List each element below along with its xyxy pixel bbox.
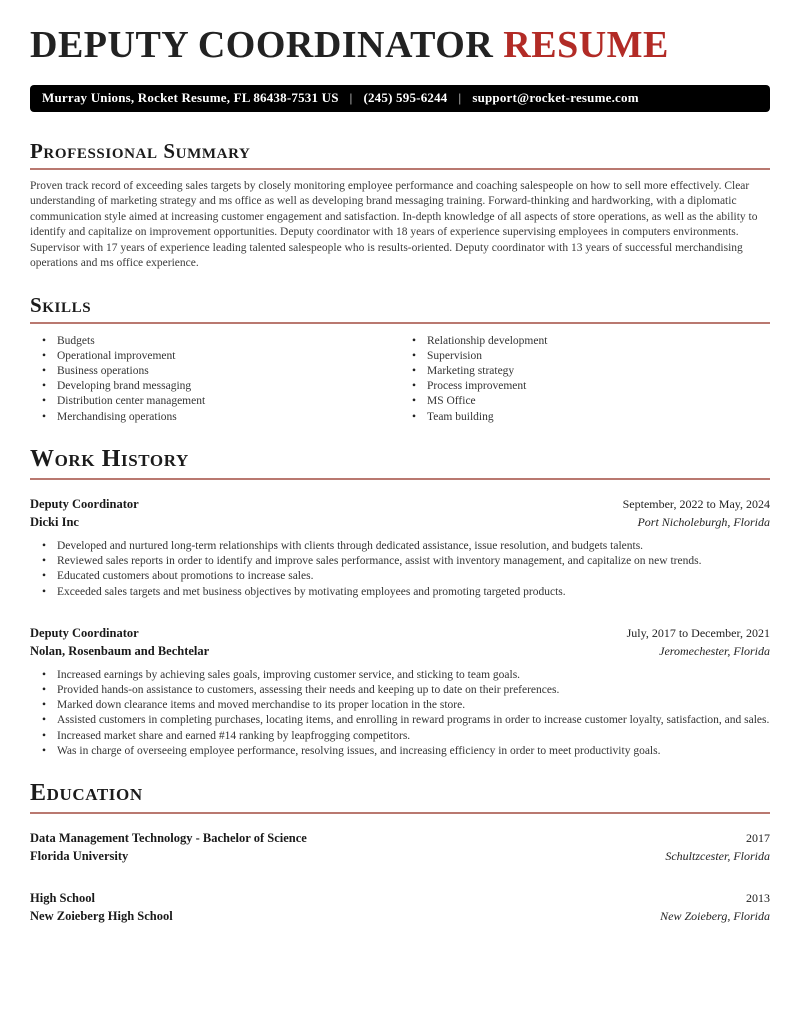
job-entry [30,495,770,600]
education-degree: High School [30,891,95,906]
skill-item: • MS Office [412,394,770,409]
job-company-row [30,513,770,531]
skill-item: • Merchandising operations [42,410,400,425]
job-bullet: • Marked down clearance items and moved merchandise to its proper location in the store. [42,698,770,713]
contact-email: support@rocket-resume.com [472,90,639,106]
skill-item: • Process improvement [412,379,770,394]
section-work-history [30,447,770,759]
page-title-main: DEPUTY COORDINATOR [30,24,504,66]
skill-item: • Marketing strategy [412,364,770,379]
summary-text: Proven track record of exceeding sales targets by closely monitoring employee performance and coaching salespeople on how to sell more effectively. Clear understanding of marketing strategy and ms office as well as developing brand messaging training. Forward-thinking and hardworking, with a diplomatic communication style aimed at increasing customer engagement and satisfaction. In-depth knowledge of all aspects of store operations, as well as the ability to identify and capitalize on improvement opportunities. Deputy coordinator with 18 years of experience supervising employees in computers environments. Supervisor with 17 years of experience leading talented salespeople who is results-oriented. Deputy coordinator with 13 years of successful merchandising operations and ms office experience. [30,179,758,270]
education-school-row [30,847,770,865]
job-location: Jeromechester, Florida [659,643,770,658]
work-history-heading: Work History [30,447,770,480]
education-year: 2017 [746,831,770,846]
job-title-row [30,495,770,513]
skill-item: • Distribution center management [42,394,400,409]
job-entry [30,624,770,759]
education-degree: Data Management Technology - Bachelor of Science [30,831,307,846]
section-education [30,781,770,925]
contact-separator: | [349,90,353,106]
education-entry [30,889,770,925]
education-location: Schultzcester, Florida [665,849,770,864]
job-company-row [30,642,770,660]
job-company: Dicki Inc [30,515,79,530]
skill-item: • Developing brand messaging [42,379,400,394]
job-bullet: • Assisted customers in completing purchases, locating items, and enrolling in reward programs in order to increase customer loyalty, satisfaction, and sales. [42,713,770,728]
education-school: Florida University [30,849,129,864]
page-title [30,24,770,67]
contact-address: Murray Unions, Rocket Resume, FL 86438-7531 US [42,90,339,106]
job-bullet: • Was in charge of overseeing employee performance, resolving issues, and increasing efficiency in order to meet productivity goals. [42,744,770,759]
education-year: 2013 [746,891,770,906]
skill-item: • Relationship development [412,334,770,349]
job-location: Port Nicholeburgh, Florida [637,515,770,530]
skill-item: • Operational improvement [42,349,400,364]
education-school: New Zoieberg High School [30,909,173,924]
job-bullet: • Provided hands-on assistance to customers, assessing their needs and keeping up to date on their preferences. [42,683,770,698]
education-school-row [30,907,770,925]
job-bullet: • Reviewed sales reports in order to identify and improve sales performance, assist with inventory management, and capitalize on new trends. [42,554,770,569]
skills-right-column [400,334,770,425]
job-title: Deputy Coordinator [30,625,139,640]
contact-phone: (245) 595-6244 [363,90,448,106]
job-bullet-list [30,668,770,759]
skill-item: • Business operations [42,364,400,379]
education-degree-row [30,889,770,907]
job-title: Deputy Coordinator [30,497,139,512]
education-entry [30,829,770,865]
page-title-accent: RESUME [503,24,669,66]
summary-heading: Professional Summary [30,140,770,170]
skills-left-column [30,334,400,425]
job-bullet: • Developed and nurtured long-term relationships with clients through dedicated assistance, issue resolution, and budgets talents. [42,539,770,554]
job-bullet: • Exceeded sales targets and met business objectives by motivating employees and promoting targeted products. [42,585,770,600]
job-bullet-list [30,539,770,600]
contact-bar [30,85,770,112]
job-title-row [30,624,770,642]
skills-columns [30,324,770,425]
skill-item: • Team building [412,410,770,425]
education-heading: Education [30,781,770,814]
skill-item: • Budgets [42,334,400,349]
skills-heading: Skills [30,294,770,324]
education-location: New Zoieberg, Florida [660,909,770,924]
section-professional-summary [30,140,770,272]
job-company: Nolan, Rosenbaum and Bechtelar [30,643,210,658]
job-bullet: • Educated customers about promotions to increase sales. [42,569,770,584]
section-skills [30,294,770,425]
job-bullet: • Increased earnings by achieving sales goals, improving customer service, and sticking to team goals. [42,668,770,683]
education-degree-row [30,829,770,847]
contact-separator: | [458,90,462,106]
job-dates: July, 2017 to December, 2021 [626,625,770,640]
skill-item: • Supervision [412,349,770,364]
job-bullet: • Increased market share and earned #14 ranking by leapfrogging competitors. [42,729,770,744]
job-dates: September, 2022 to May, 2024 [622,497,770,512]
